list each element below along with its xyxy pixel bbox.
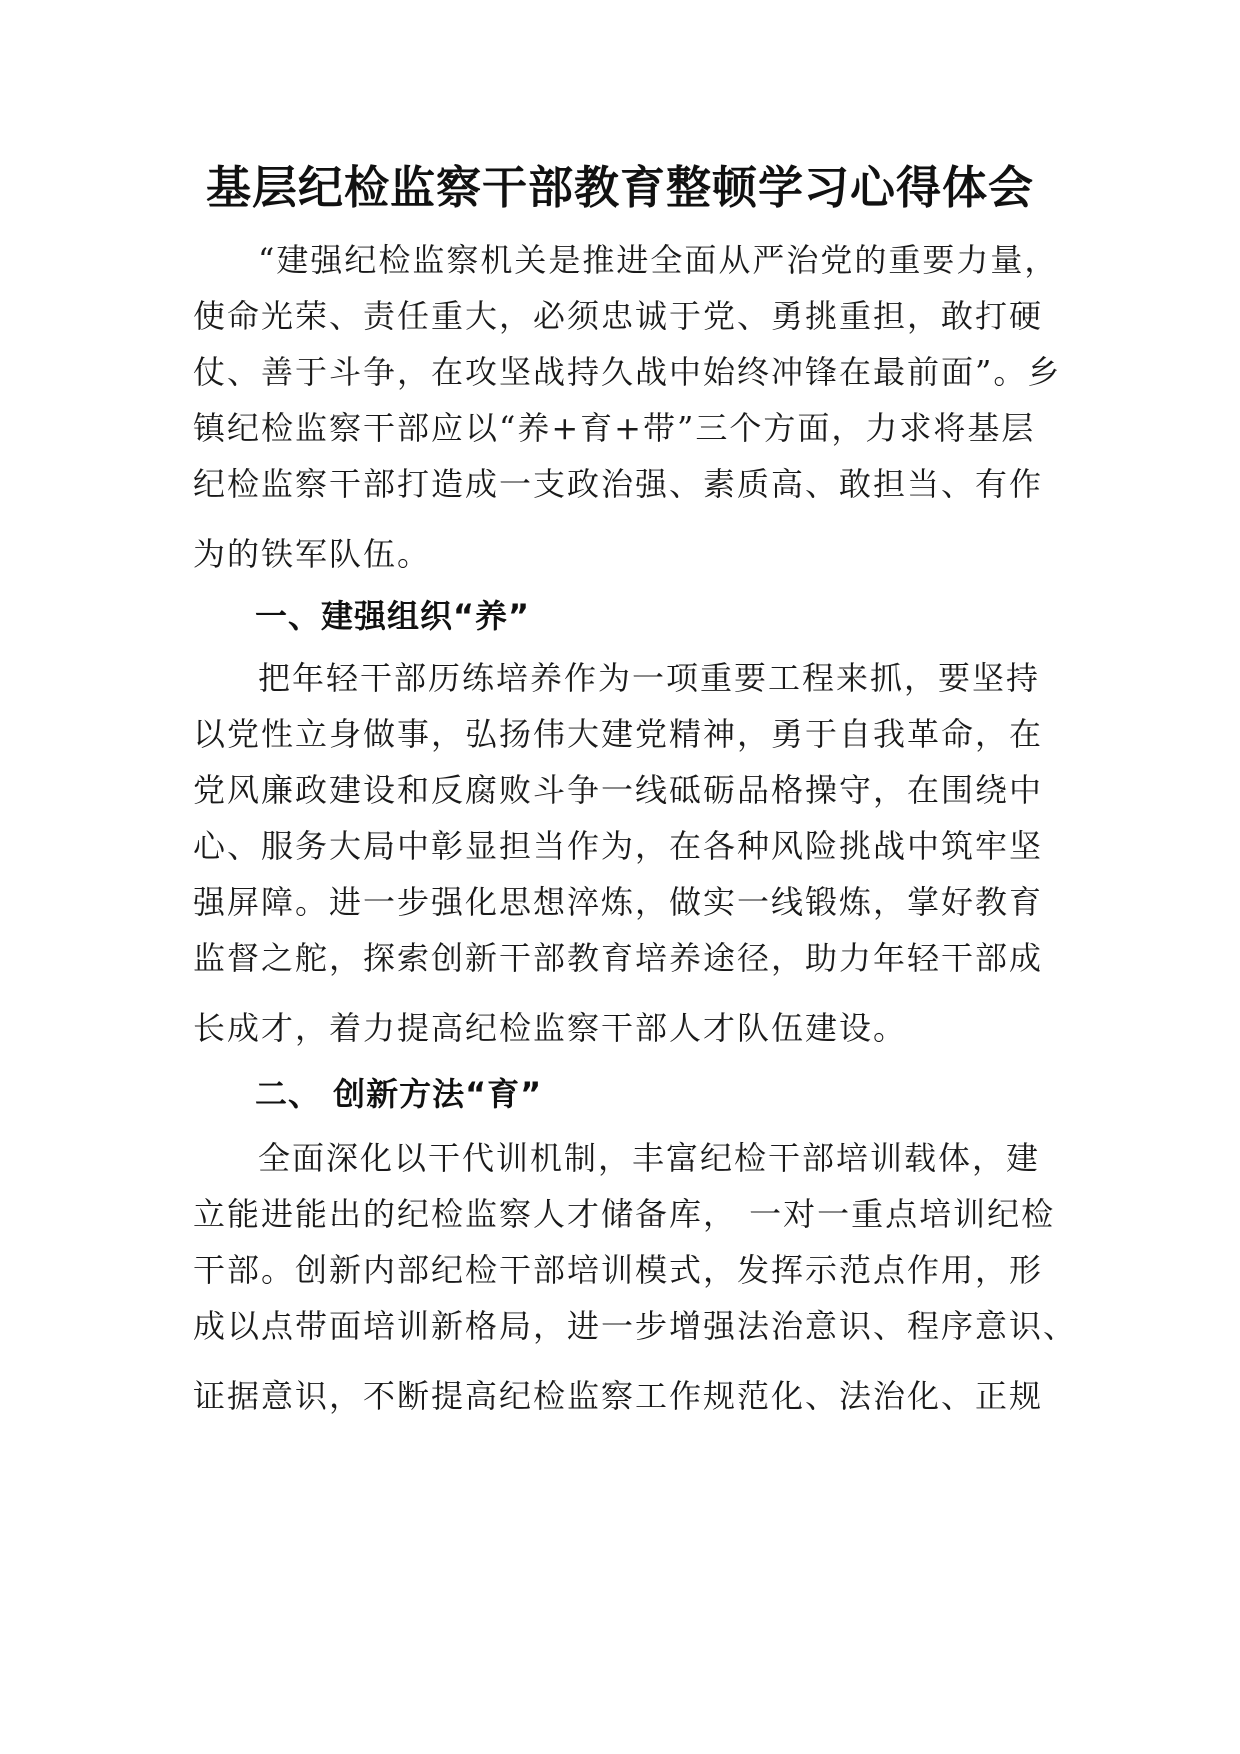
section-heading: 一、建强组织“养” (255, 597, 531, 635)
section-heading: 二、 创新方法“育” (255, 1075, 543, 1113)
section-line: 党风廉政建设和反腐败斗争一线砥砺品格操守，在围绕中 (193, 771, 1044, 809)
intro-line: 为的铁军队伍。 (193, 535, 432, 573)
intro-line: 仗、善于斗争，在攻坚战持久战中始终冲锋在最前面”。乡 (193, 353, 1062, 391)
section-line: 证据意识，不断提高纪检监察工作规范化、法治化、正规 (193, 1377, 1044, 1415)
section-line: 干部。创新内部纪检干部培训模式，发挥示范点作用，形 (193, 1251, 1044, 1289)
intro-line: “建强纪检监察机关是推进全面从严治党的重要力量， (258, 241, 1059, 279)
section-line: 成以点带面培训新格局，进一步增强法治意识、程序意识、 (193, 1307, 1078, 1345)
section-line: 立能进能出的纪检监察人才储备库， 一对一重点培训纪检 (193, 1195, 1056, 1233)
section-line: 把年轻干部历练培养作为一项重要工程来抓，要坚持 (258, 659, 1041, 697)
document-title: 基层纪检监察干部教育整顿学习心得体会 (205, 161, 1034, 214)
section-line: 心、服务大局中彰显担当作为，在各种风险挑战中筑牢坚 (193, 827, 1044, 865)
section-line: 强屏障。进一步强化思想淬炼，做实一线锻炼，掌好教育 (193, 883, 1044, 921)
intro-line: 纪检监察干部打造成一支政治强、素质高、敢担当、有作 (193, 465, 1044, 503)
intro-line: 使命光荣、责任重大，必须忠诚于党、勇挑重担，敢打硬 (193, 297, 1044, 335)
section-line: 监督之舵，探索创新干部教育培养途径，助力年轻干部成 (193, 939, 1044, 977)
section-line: 全面深化以干代训机制，丰富纪检干部培训载体，建 (258, 1139, 1041, 1177)
intro-line: 镇纪检监察干部应以“养+育+带”三个方面，力求将基层 (193, 409, 1036, 447)
section-line: 以党性立身做事，弘扬伟大建党精神，勇于自我革命，在 (193, 715, 1044, 753)
section-line: 长成才，着力提高纪检监察干部人才队伍建设。 (193, 1009, 908, 1047)
